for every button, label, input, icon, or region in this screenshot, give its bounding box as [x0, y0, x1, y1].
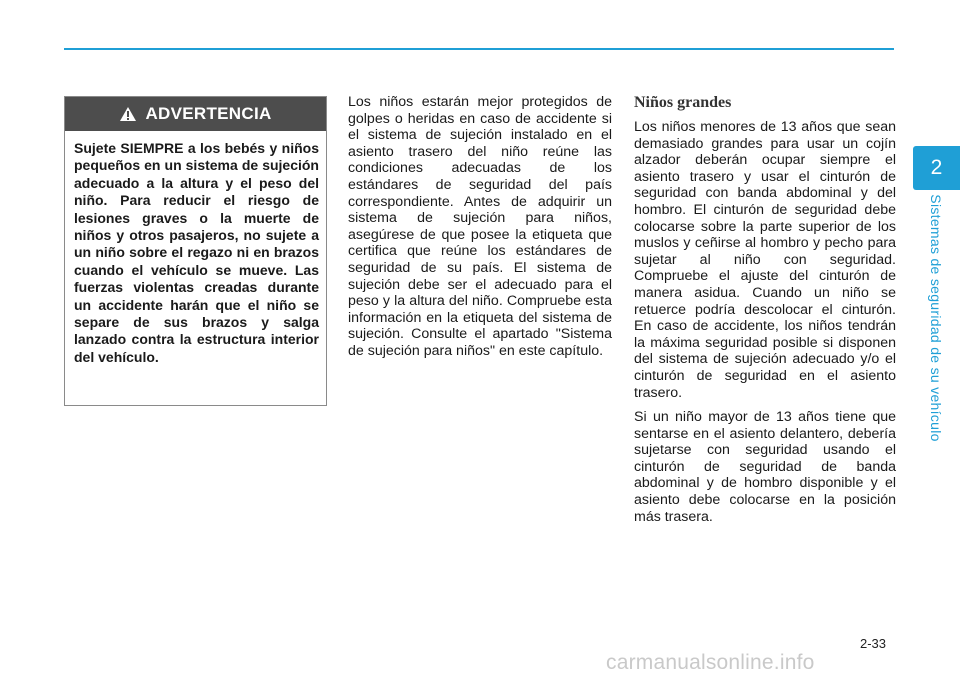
warning-title: ADVERTENCIA [145, 104, 272, 123]
right-paragraph-1: Los niños menores de 13 años que sean demasiado grandes para usar un cojín alzador deberán ocupar siempre el asiento trasero y usar el cinturón de seguridad con banda abdominal y del hombro. El cinturón de seguridad debe colocarse sobre la parte superior de los muslos y ceñirse al hombro y pecho para sujetar al niño con seguridad. Compruebe el ajuste del cinturón de manera asidua. Cuando un niño se retuerce podría descolocar el cinturón. En caso de accidente, los niños tendrán la máxima seguridad posible si disponen del sistema de sujeción adecuado y/o el cinturón de seguridad en el asiento trasero. [634, 119, 896, 401]
right-column [634, 94, 896, 533]
header-rule [64, 48, 894, 50]
chapter-tab[interactable] [913, 146, 960, 190]
chapter-number: 2 [930, 156, 943, 179]
middle-paragraph: Los niños estarán mejor protegidos de golpes o heridas en caso de accidente si el sistema de sujeción instalado en el asiento trasero del niño reúne las condiciones adecuadas de los estándares de seguridad del país correspondiente. Antes de adquirir un sistema de sujeción para niños, asegúrese de que posee la etiqueta que certifica que reúne los estándares de seguridad de su país. El sistema de sujeción debe ser el adecuado para el peso y la altura del niño. Compruebe esta información en la etiqueta del sistema de sujeción. Consulte el apartado "Sistema de sujeción para niños" en este capítulo. [348, 94, 612, 359]
watermark: carmanualsonline.info [606, 651, 815, 674]
warning-box [64, 96, 327, 406]
warning-header [65, 97, 326, 131]
warning-text: Sujete SIEMPRE a los bebés y niños pequeños en un sistema de sujeción adecuado a la altura y el peso del niño. Para reducir el riesgo de lesiones graves o la muerte de niños y otros pasajeros, no sujete a un niño sobre el regazo ni en brazos cuando el vehículo se mueve. Las fuerzas violentas creadas durante un accidente harán que el niño se separe de sus brazos y salga lanzado contra la estructura interior del vehículo. [74, 140, 319, 365]
section-heading: Niños grandes [634, 94, 732, 111]
warning-triangle-icon [119, 106, 137, 122]
middle-column [348, 94, 612, 368]
chapter-title: Sistemas de seguridad de su vehículo [928, 194, 944, 442]
page-number: 2-33 [860, 636, 887, 651]
right-paragraph-2: Si un niño mayor de 13 años tiene que sentarse en el asiento delantero, debería sujetarse con seguridad usando el cinturón de seguridad de banda abdominal y de hombro disponible y el asiento debe colocarse en la posición más trasera. [634, 409, 896, 525]
